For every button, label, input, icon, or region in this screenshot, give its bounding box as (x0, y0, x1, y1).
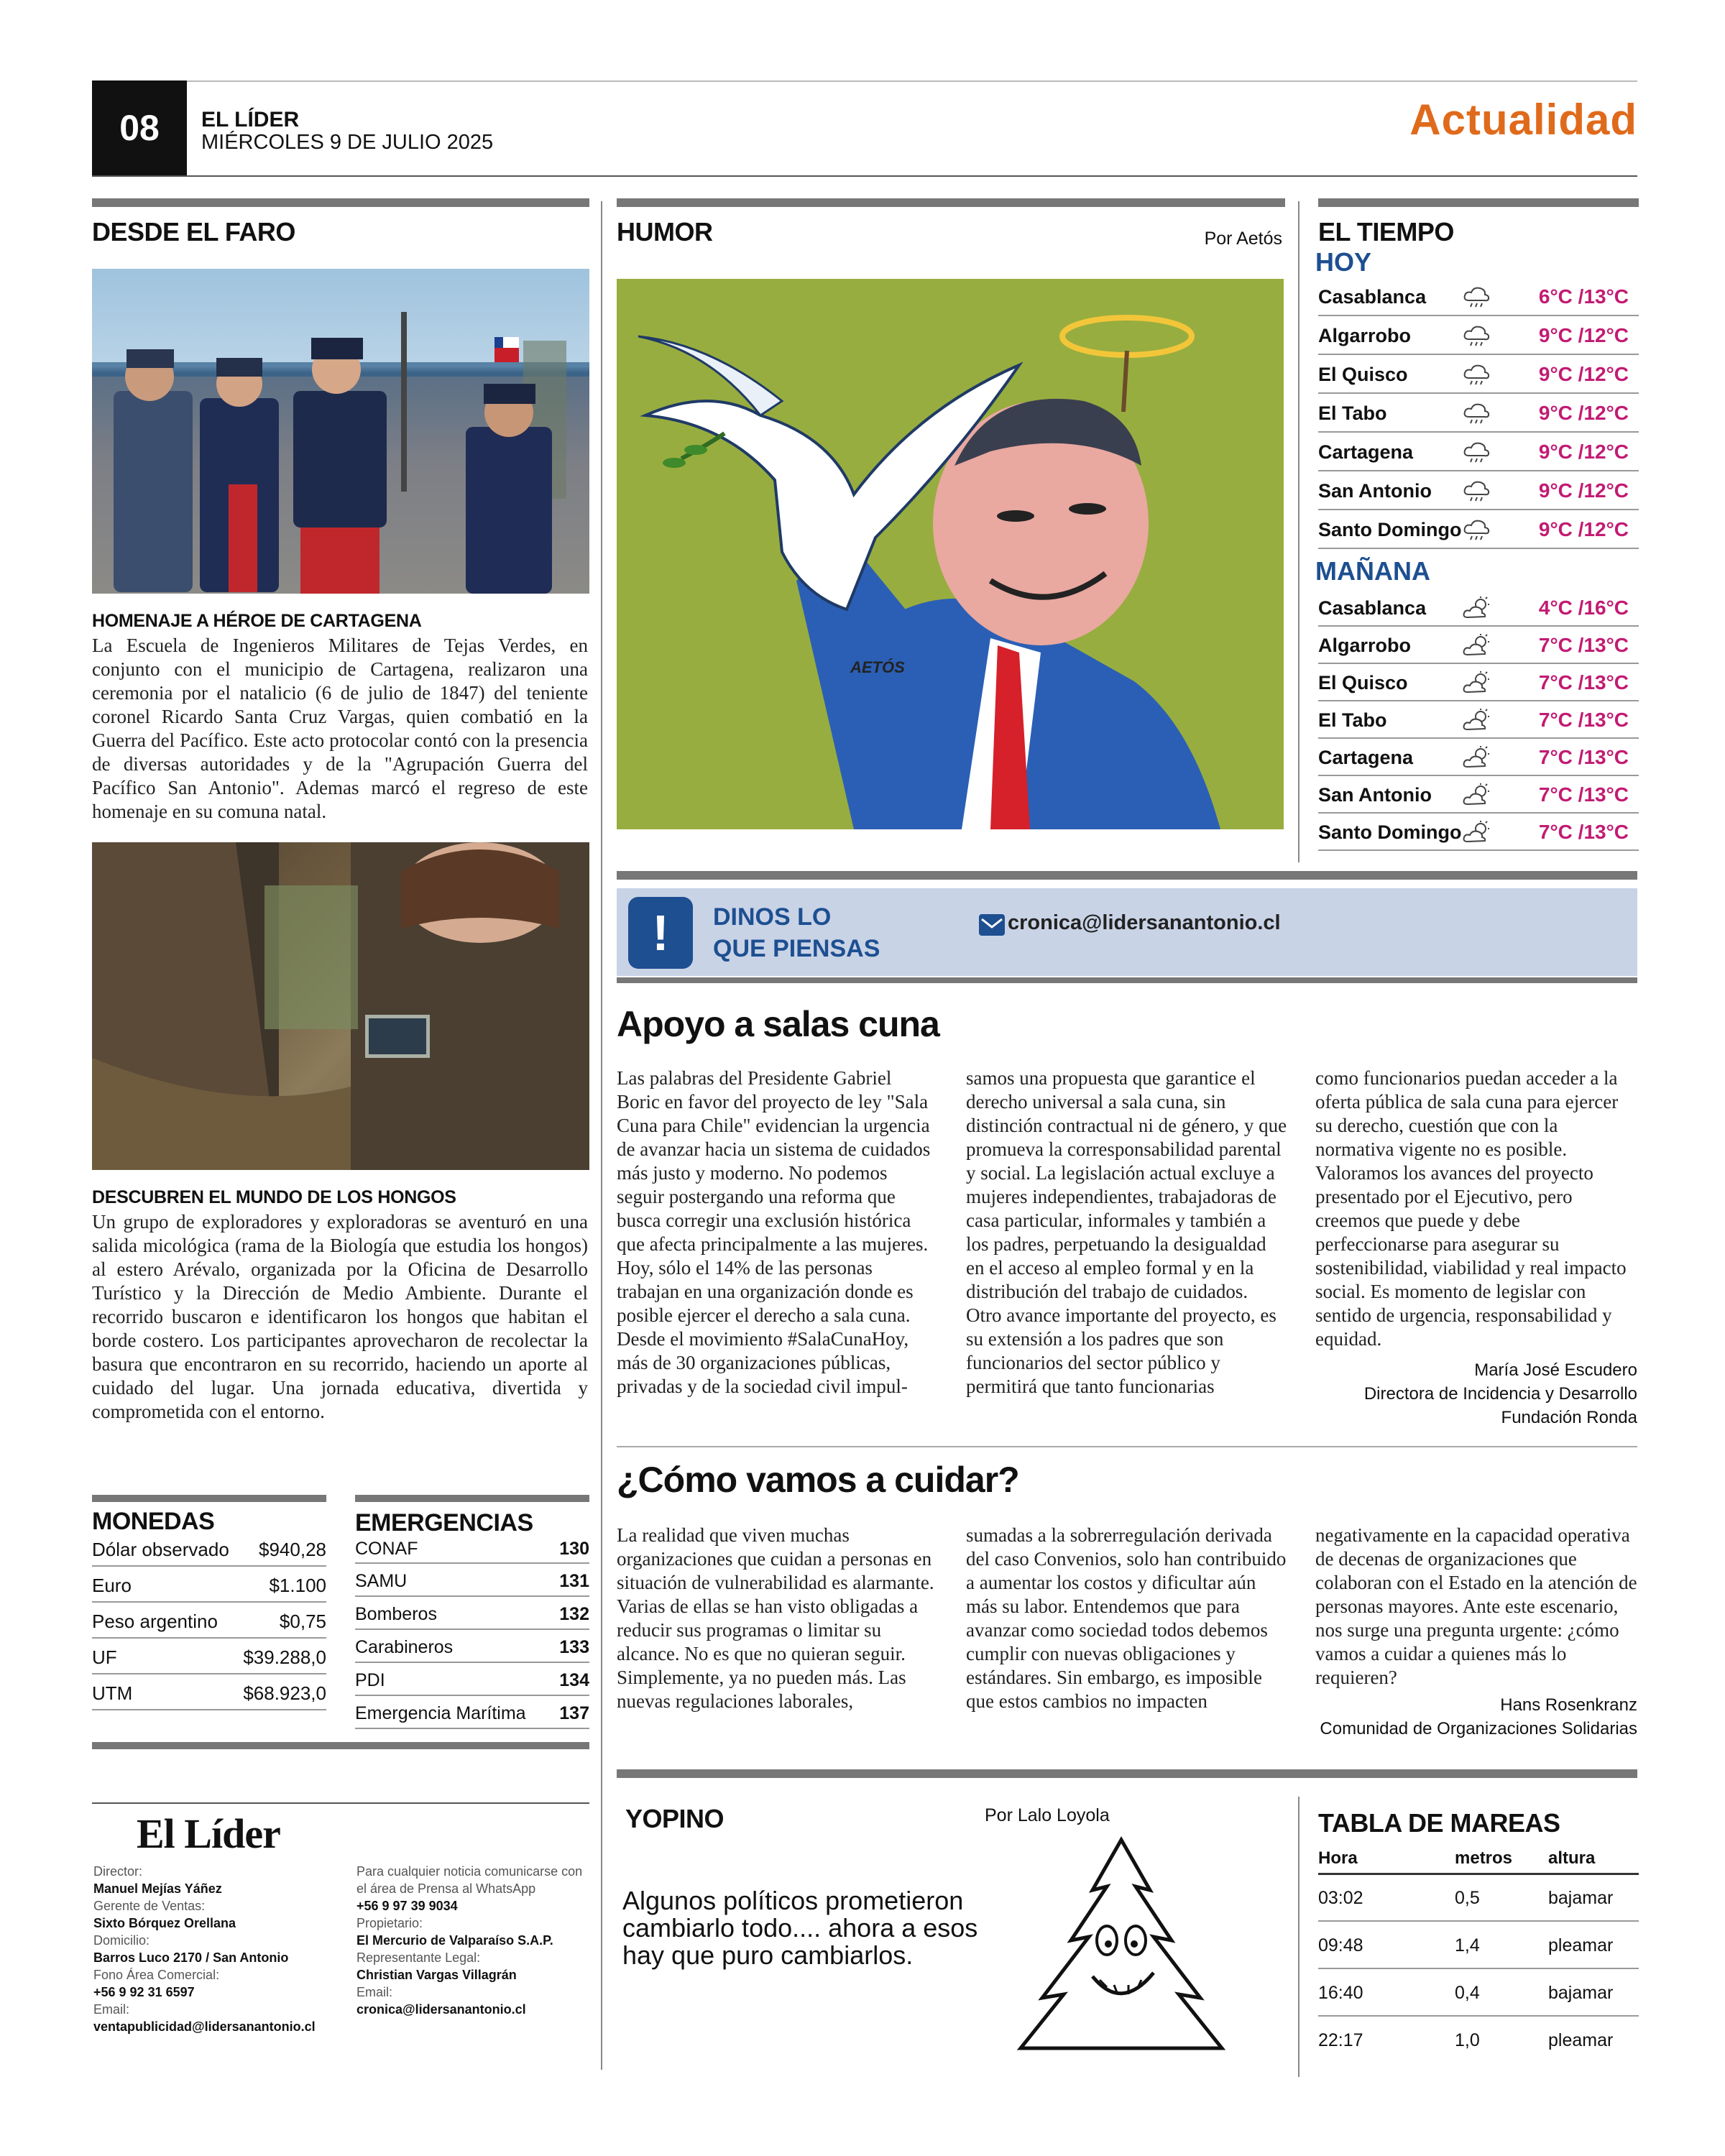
weather-city: Cartagena (1318, 746, 1414, 768)
weather-city: El Quisco (1318, 363, 1408, 385)
emergencias-row: SAMU 131 (355, 1567, 589, 1597)
rain-cloud-icon (1462, 440, 1519, 464)
letter2-col1: La realidad que viven muchas organizaciones que cuidan a personas en situación de vulnerabilidad es alarmante. Varias de ellas se han visto obligadas a reducir sus programas o limitar su alcance. No es que no quieran seguir. Simplemente, ya no pueden más. Las nuevas regulaciones laborales, (617, 1524, 934, 1712)
weather-min: 7°C (1538, 746, 1573, 768)
monedas-row: Euro $1.100 (92, 1570, 326, 1603)
letters-divider (617, 1446, 1637, 1447)
weather-min: 7°C (1538, 634, 1573, 656)
mareas-row: 16:40 0,4 bajamar (1318, 1971, 1639, 2017)
weather-max: 12°C (1583, 441, 1629, 463)
paper-name: EL LÍDER (201, 108, 300, 132)
faro-item2-body: Un grupo de exploradores y exploradoras se aventuró en una salida micológica (rama de la Biología que estudia los hongos) al estero Arévalo, organizada por la Oficina de Desarrollo Turístico y la Dirección de Medio Ambiente. Durante el recorrido buscaron e identificaron los hongos que habitan el borde costero. Los participantes aprovecharon de recolectar la basura que encontraron en su recorrido, haciendo un aporte al cuidado del lugar. Una jornada educativa, divertida y comprometida con el entorno. (92, 1211, 588, 1422)
weather-temp-range: 4°C /16°C (1538, 596, 1629, 619)
monedas-row: UTM $68.923,0 (92, 1677, 326, 1710)
weather-max: 12°C (1583, 402, 1629, 424)
humor-cartoon (617, 279, 1284, 829)
weather-row (1318, 318, 1639, 355)
weather-min: 6°C (1538, 285, 1573, 308)
rain-cloud-icon (1462, 479, 1519, 503)
monedas-row: Peso argentino $0,75 (92, 1606, 326, 1639)
weather-min: 9°C (1538, 324, 1573, 346)
emergencias-row: Emergencia Marítima 137 (355, 1699, 589, 1729)
mareas-row: 22:17 1,0 pleamar (1318, 2030, 1614, 2050)
weather-max: 13°C (1583, 671, 1629, 694)
yopino-author: Por Lalo Loyola (985, 1805, 1110, 1825)
weather-bar (1318, 198, 1639, 207)
weather-max: 12°C (1583, 324, 1629, 346)
weather-city: San Antonio (1318, 479, 1432, 502)
partly-cloudy-icon (1462, 671, 1519, 695)
mareas-row: 09:48 1,4 pleamar (1318, 1923, 1639, 1969)
weather-temp-range: 9°C /12°C (1538, 363, 1629, 385)
weather-max: 13°C (1583, 634, 1629, 656)
weather-temp-range: 9°C /12°C (1538, 324, 1629, 346)
yopino-bar (617, 1769, 1637, 1778)
column-separator-mareas (1298, 1797, 1300, 2077)
mareas-table (1318, 1844, 1639, 2074)
weather-min: 7°C (1538, 783, 1573, 806)
weather-min: 4°C (1538, 596, 1573, 619)
column-separator-left (601, 201, 602, 2070)
weather-city: Algarrobo (1318, 324, 1412, 346)
emergencias-title: EMERGENCIAS (355, 1509, 533, 1537)
page-number: 08 (119, 108, 160, 148)
weather-row (1318, 665, 1639, 701)
ceremony-photo (92, 269, 589, 594)
humor-title: HUMOR (617, 217, 713, 247)
weather-city: El Tabo (1318, 402, 1387, 424)
weather-max: 12°C (1583, 479, 1629, 502)
humor-author: Por Aetós (1204, 229, 1282, 249)
weather-row (1318, 279, 1639, 316)
header-bottom-rule (92, 175, 1637, 177)
weather-min: 9°C (1538, 518, 1573, 540)
letter2-col2: sumadas a la sobrerregulación derivada del caso Convenios, solo han contribuido a aumentar los costos y dificultar aún más su labor. Entendemos que para avanzar como sociedad todos debemos cumplir con nuevas obligaciones y estándares. Sin embargo, es imposible que estos cambios no impacten (966, 1524, 1287, 1712)
faro-bar (92, 198, 589, 207)
partly-cloudy-icon (1462, 745, 1519, 770)
mail-icon (979, 914, 1005, 936)
weather-temp-range: 9°C /12°C (1538, 518, 1629, 540)
weather-city: El Tabo (1318, 709, 1387, 731)
weather-row (1318, 591, 1639, 627)
mareas-header: Hora metros altura (1318, 1844, 1639, 1875)
dinos-banner (617, 888, 1637, 976)
weather-temp-range: 7°C /13°C (1538, 783, 1629, 806)
monedas-table (92, 1534, 326, 1720)
weather-row (1318, 703, 1639, 739)
section-name: Actualidad (1409, 96, 1637, 144)
weather-max: 13°C (1583, 783, 1629, 806)
dinos-text: DINOS LO QUE PIENSAS (713, 903, 880, 962)
weather-city: Cartagena (1318, 441, 1414, 463)
weather-city: Santo Domingo (1318, 518, 1462, 540)
weather-max: 16°C (1583, 596, 1629, 619)
faro-title: DESDE EL FARO (92, 217, 295, 247)
weather-city: Casablanca (1318, 285, 1427, 308)
faro-item1-title: HOMENAJE A HÉROE DE CARTAGENA (92, 611, 422, 631)
monedas-row: UF $39.288,0 (92, 1641, 326, 1674)
weather-row (1318, 434, 1639, 471)
mareas-title: TABLA DE MAREAS (1318, 1808, 1560, 1838)
partly-cloudy-icon (1462, 783, 1519, 807)
weather-title: EL TIEMPO (1318, 217, 1454, 247)
yopino-text: Algunos políticos prometieron cambiarlo todo.... ahora a esos hay que puro cambiarlos. (622, 1886, 978, 1970)
monedas-title: MONEDAS (92, 1508, 215, 1535)
weather-min: 7°C (1538, 671, 1573, 694)
weather-city: Santo Domingo (1318, 821, 1462, 843)
weather-temp-range: 7°C /13°C (1538, 634, 1629, 656)
weather-temp-range: 7°C /13°C (1538, 746, 1629, 768)
faro-item2-title: DESCUBREN EL MUNDO DE LOS HONGOS (92, 1187, 456, 1207)
yopino-title: YOPINO (625, 1804, 724, 1833)
pine-tree-character-icon (1013, 1833, 1229, 2055)
weather-max: 13°C (1583, 709, 1629, 731)
weather-row (1318, 778, 1639, 814)
partly-cloudy-icon (1462, 633, 1519, 658)
issue-date: MIÉRCOLES 9 DE JULIO 2025 (201, 131, 494, 154)
page-number-box (92, 80, 187, 175)
weather-temp-range: 9°C /12°C (1538, 402, 1629, 424)
faro-item1-body: La Escuela de Ingenieros Militares de Tejas Verdes, en conjunto con el municipio de Cartagena, realizaron una ceremonia por el natalicio (6 de julio de 1847) del teniente coronel Ricardo Santa Cruz Vargas, quien combatió en la Guerra del Pacífico. Este acto protocolar contó con la presencia de diversas autoridades y de la "Agrupación Guerra del Pacífico San Antonio". Ademas marcó el regreso de este homenaje en su comuna natal. (92, 635, 588, 822)
weather-city: San Antonio (1318, 783, 1432, 806)
letter2-col3: negativamente en la capacidad operativa de decenas de organizaciones que colaboran con el Estado en la atención de personas mayores. Ante este escenario, nos surge una pregunta urgente: ¿cómo vamos a cuidar a quienes más lo requieren? (1315, 1524, 1637, 1688)
weather-max: 13°C (1583, 821, 1629, 843)
fungi-photo (92, 842, 589, 1170)
fungi-illustration (92, 842, 589, 1170)
emergencias-bar (355, 1495, 589, 1502)
ceremony-illustration (92, 269, 589, 594)
letter1-title: Apoyo a salas cuna (617, 1004, 939, 1044)
weather-temp-range: 7°C /13°C (1538, 821, 1629, 843)
weather-city: Casablanca (1318, 596, 1427, 619)
weather-max: 12°C (1583, 518, 1629, 540)
monedas-row: Dólar observado $940,28 (92, 1534, 326, 1567)
rain-cloud-icon (1462, 401, 1519, 425)
emergencias-row: CONAF 130 (355, 1535, 589, 1564)
emergencias-row: PDI 134 (355, 1666, 589, 1696)
weather-min: 7°C (1538, 709, 1573, 731)
column-separator-weather (1298, 201, 1300, 862)
weather-row (1318, 512, 1639, 549)
exclamation-icon: ! (628, 897, 693, 969)
weather-max: 12°C (1583, 363, 1629, 385)
weather-row (1318, 815, 1639, 851)
rain-cloud-icon (1462, 517, 1519, 542)
letter2-signature: Hans Rosenkranz Comunidad de Organizaciones Solidarias (1320, 1695, 1637, 1738)
weather-row (1318, 628, 1639, 664)
weather-max: 13°C (1583, 746, 1629, 768)
staff-right: Para cualquier noticia comunicarse con el área de Prensa al WhatsApp +56 9 97 39 9034 Propietario: El Mercurio de Valparaíso S.A.P. Representante Legal: Christian Vargas Villagrán Email: cronica@lidersanantonio.cl (356, 1864, 583, 2017)
emergencias-row: Carabineros 133 (355, 1633, 589, 1663)
weather-temp-range: 6°C /13°C (1538, 285, 1629, 308)
humor-bar (617, 198, 1285, 207)
dinos-top-bar (617, 871, 1637, 880)
partly-cloudy-icon (1462, 596, 1519, 620)
weather-today-label: HOY (1315, 247, 1372, 277)
letter2-title: ¿Cómo vamos a cuidar? (617, 1460, 1019, 1500)
weather-max: 13°C (1583, 285, 1629, 308)
weather-temp-range: 9°C /12°C (1538, 441, 1629, 463)
weather-row (1318, 395, 1639, 433)
dinos-bottom-bar (617, 977, 1637, 983)
letter1-signature: María José Escudero Directora de Incidencia y Desarrollo Fundación Ronda (1363, 1360, 1637, 1427)
weather-row (1318, 740, 1639, 776)
bottom-left-bar (92, 1742, 589, 1749)
weather-min: 9°C (1538, 402, 1573, 424)
partly-cloudy-icon (1462, 708, 1519, 732)
monedas-bar (92, 1495, 326, 1502)
staff-rule (92, 1802, 589, 1804)
mareas-row: 03:02 0,5 bajamar (1318, 1876, 1639, 1922)
header-top-rule (92, 80, 1637, 82)
emergencias-row: Bomberos 132 (355, 1600, 589, 1630)
masthead-logo: El Líder (137, 1810, 280, 1857)
letter1-col3: como funcionarios puedan acceder a la oferta pública de sala cuna para ejercer su derecho, cuestión que con la normativa vigente no es posible. Valoramos los avances del proyecto presentado por el Ejecutivo, pero creemos que puede y debe perfeccionarse para asegurar su sostenibilidad, viabilidad y real impacto social. Es momento de legislar con sentido de urgencia, responsabilidad y equidad. (1315, 1067, 1627, 1350)
cartoon-politician-dove (617, 279, 1284, 829)
emergencias-table (355, 1535, 589, 1736)
weather-row (1318, 356, 1639, 394)
weather-min: 9°C (1538, 441, 1573, 463)
weather-temp-range: 7°C /13°C (1538, 671, 1629, 694)
letter1-col2: samos una propuesta que garantice el derecho universal a sala cuna, sin distinción contractual ni de género, y que promueva la corresponsabilidad parental y social. La legislación actual excluye a mujeres independientes, trabajadoras de casa particular, informales y también a los padres, perpetuando la desigualdad en el acceso al empleo formal y en la distribución del trabajo de cuidados. Otro avance importante del proyecto, es su extensión a los padres que son funcionarios del sector público y permitirá que tanto funcionarias (966, 1067, 1287, 1397)
weather-temp-range: 9°C /12°C (1538, 479, 1629, 502)
weather-temp-range: 7°C /13°C (1538, 709, 1629, 731)
weather-city: Algarrobo (1318, 634, 1412, 656)
tree-cartoon (1013, 1833, 1229, 2055)
weather-min: 9°C (1538, 363, 1573, 385)
letter1-col1: Las palabras del Presidente Gabriel Boric en favor del proyecto de ley "Sala Cuna para Chile" evidencian la urgencia de avanzar hacia un sistema de cuidados más justo y moderno. No podemos seguir postergando una reforma que busca corregir una exclusión histórica que afecta principalmente a las mujeres. Hoy, sólo el 14% de las personas trabajan en una organización donde es posible ejercer el derecho a sala cuna. Desde el movimiento #SalaCunaHoy, más de 30 organizaciones públicas, privadas y de la sociedad civil impul- (617, 1067, 931, 1397)
partly-cloudy-icon (1462, 820, 1519, 844)
dinos-email-link[interactable]: cronica@lidersanantonio.cl (1008, 911, 1281, 934)
cartoon-signature: AETÓS (850, 658, 905, 676)
weather-tomorrow-label: MAÑANA (1315, 556, 1430, 586)
rain-cloud-icon (1462, 323, 1519, 348)
weather-row (1318, 473, 1639, 510)
weather-min: 9°C (1538, 479, 1573, 502)
rain-cloud-icon (1462, 362, 1519, 387)
rain-cloud-icon (1462, 285, 1519, 309)
weather-min: 7°C (1538, 821, 1573, 843)
staff-left: Director: Manuel Mejías Yáñez Gerente de Ventas: Sixto Bórquez Orellana Domicilio: Barros Luco 2170 / San Antonio Fono Área Comercial: +56 9 92 31 6597 Email: ventapublicidad@lidersanantonio.cl (93, 1864, 316, 2034)
weather-city: El Quisco (1318, 671, 1408, 694)
